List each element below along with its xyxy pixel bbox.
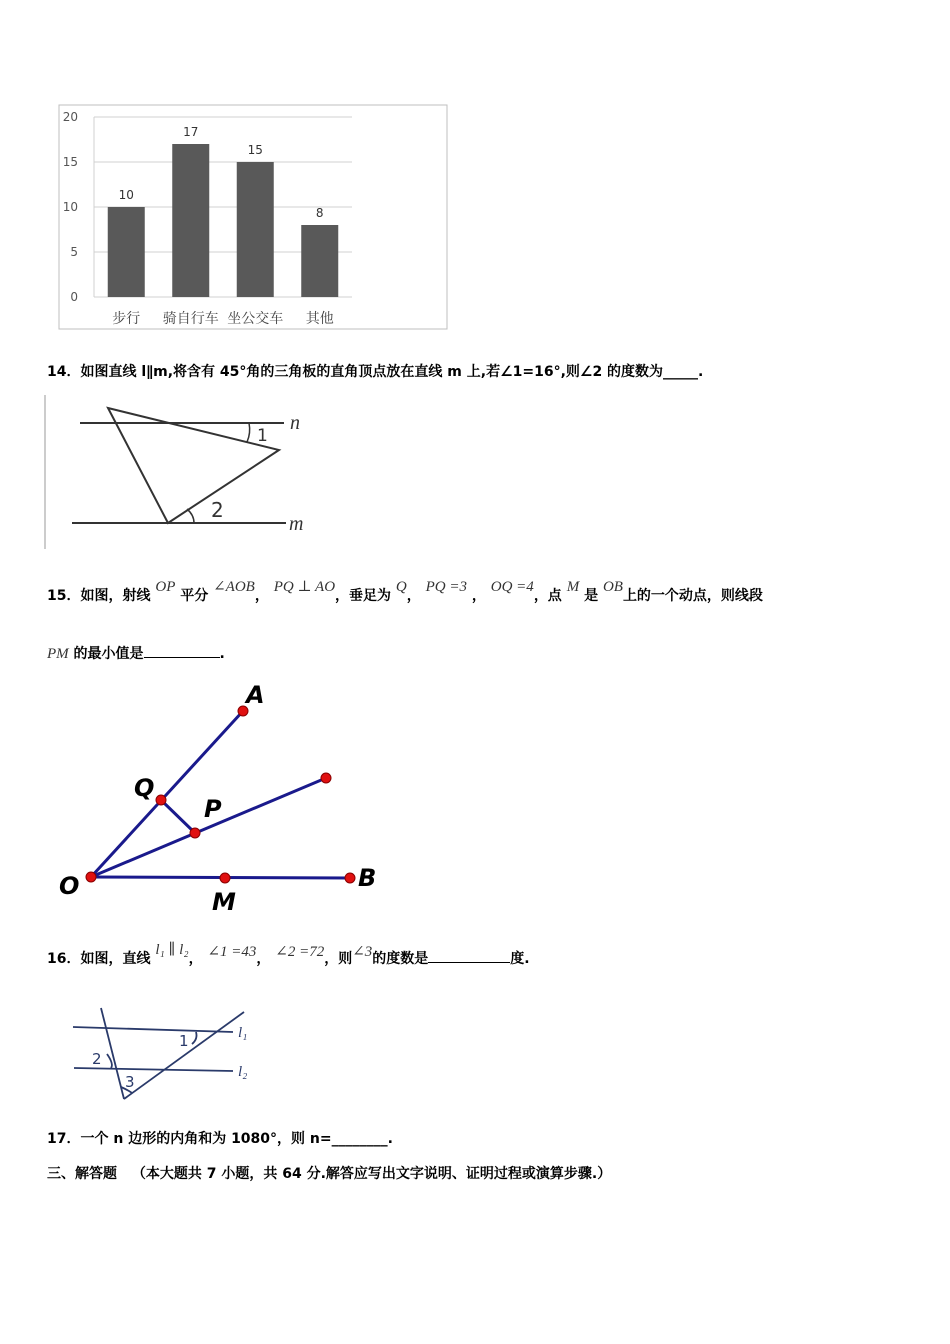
label-angle-1: 1: [257, 426, 268, 446]
label-l1: l₁: [238, 1025, 248, 1041]
point-B: [345, 873, 355, 883]
chart-data-label: 10: [118, 188, 134, 202]
ray-OA: [91, 711, 243, 877]
q15-pm: PM: [47, 646, 69, 662]
q15-comma3: ，: [471, 588, 486, 604]
label-angle-1: 1: [179, 1032, 189, 1050]
q15-m: M: [566, 579, 580, 595]
q15-t6: 的最小值是: [73, 646, 144, 662]
q16-t2: 的度数是: [372, 951, 429, 967]
q15-t5: 上的一个动点，则线段: [622, 588, 763, 604]
angle-2-arc: [187, 509, 194, 523]
segment-PQ: [161, 800, 195, 833]
q16-a2: ∠2 =72: [275, 944, 325, 960]
q15-aob: ∠AOB: [213, 579, 255, 595]
point-O: [86, 872, 96, 882]
question-15-line-1: [47, 579, 763, 605]
chart-data-label: 17: [183, 125, 199, 139]
figure-15-svg: [50, 676, 390, 916]
figure-16-svg: [68, 1006, 268, 1106]
label-Q: Q: [134, 774, 155, 802]
q16-comma1: ，: [188, 951, 203, 967]
label-M: M: [212, 888, 236, 916]
chart-ytick-label: 15: [62, 155, 78, 169]
question-17: [47, 1128, 393, 1148]
line-l2: [74, 1068, 233, 1071]
question-16: [47, 942, 530, 968]
section-3-heading: [47, 1163, 611, 1183]
q16-a3: ∠3: [352, 944, 373, 960]
line-l1: [73, 1027, 233, 1032]
label-n: n: [290, 412, 300, 434]
figure-15: [50, 676, 390, 916]
figure-14: [44, 393, 324, 553]
chart-category-label: 坐公交车: [227, 311, 284, 327]
q16-comma2: ，: [256, 951, 271, 967]
triangle-set-square: [108, 408, 279, 523]
question-14: [47, 361, 703, 381]
label-A: A: [246, 681, 265, 709]
chart-ytick-label: 10: [62, 200, 78, 214]
figure-16: [68, 1006, 268, 1106]
chart-data-label: 8: [315, 206, 324, 220]
point-M: [220, 873, 230, 883]
label-O: O: [59, 872, 80, 900]
chart-category-label: 步行: [112, 311, 141, 327]
question-15-line-2: [47, 643, 225, 663]
q15-comma1: ，: [254, 588, 269, 604]
q15-pq3: PQ =3: [425, 579, 468, 595]
point-P-end: [321, 773, 331, 783]
q15-oq4: OQ =4: [490, 579, 534, 595]
ray-OP: [91, 778, 326, 877]
section-3-note: （本大题共 7 小题，共 64 分.解答应写出文字说明、证明过程或演算步骤.）: [131, 1166, 612, 1182]
chart-ytick-label: 5: [70, 245, 78, 259]
q16-num: 16．如图，直线: [47, 951, 151, 967]
label-l2: l₂: [238, 1064, 248, 1080]
q15-t1: 平分: [180, 588, 209, 604]
q16-a1: ∠1 =43: [207, 944, 257, 960]
chart-category-label: 其他: [305, 311, 334, 327]
q15-t7: .: [219, 646, 225, 662]
label-B: B: [358, 864, 377, 892]
q16-t1: ，则: [324, 951, 353, 967]
label-angle-2: 2: [92, 1050, 102, 1068]
chart-bar: [172, 144, 209, 297]
q15-pq-perp: PQ ⊥ AO: [273, 579, 336, 595]
label-m: m: [289, 513, 304, 535]
chart-bar: [237, 162, 274, 297]
q16-answer-blank[interactable]: [428, 950, 510, 963]
chart-ytick-label: 0: [70, 290, 78, 304]
label-P: P: [204, 795, 222, 823]
chart-bar: [301, 225, 338, 297]
chart-category-label: 骑自行车: [162, 311, 219, 327]
angle-1-arc: [247, 423, 250, 442]
point-P: [190, 828, 200, 838]
q16-l1l2: l₁ ∥ l₂: [155, 942, 189, 958]
section-3-title: 三、解答题: [47, 1166, 117, 1182]
question-17-text: 17．一个 n 边形的内角和为 1080°，则 n=________.: [47, 1131, 393, 1147]
q15-ob: OB: [602, 579, 623, 595]
q15-t2: ，垂足为: [335, 588, 392, 604]
chart-ytick-label: 20: [62, 110, 78, 124]
q15-op: OP: [155, 579, 176, 595]
transversal-2: [124, 1012, 244, 1099]
label-angle-2: 2: [211, 498, 224, 522]
chart-bar: [108, 207, 145, 297]
question-14-text: 14．如图直线 l∥m,将含有 45°角的三角板的直角顶点放在直线 m 上,若∠1=16°,则∠2 的度数为_____.: [47, 364, 704, 380]
transversal-1: [101, 1008, 124, 1099]
label-angle-3: 3: [125, 1073, 135, 1091]
figure-14-svg: [44, 393, 324, 553]
q15-t3: ，点: [533, 588, 562, 604]
q15-answer-blank[interactable]: [144, 645, 220, 658]
angle-1-arc: [192, 1032, 197, 1044]
point-Q: [156, 795, 166, 805]
q16-t3: 度.: [510, 951, 530, 967]
q15-t4: 是: [584, 588, 599, 604]
bar-chart: [58, 104, 448, 332]
angle-2-arc: [107, 1054, 112, 1068]
q15-q: Q: [395, 579, 407, 595]
bar-chart-svg: [58, 104, 448, 332]
q15-num: 15．如图，射线: [47, 588, 151, 604]
chart-data-label: 15: [247, 143, 263, 157]
q15-comma2: ，: [406, 588, 421, 604]
